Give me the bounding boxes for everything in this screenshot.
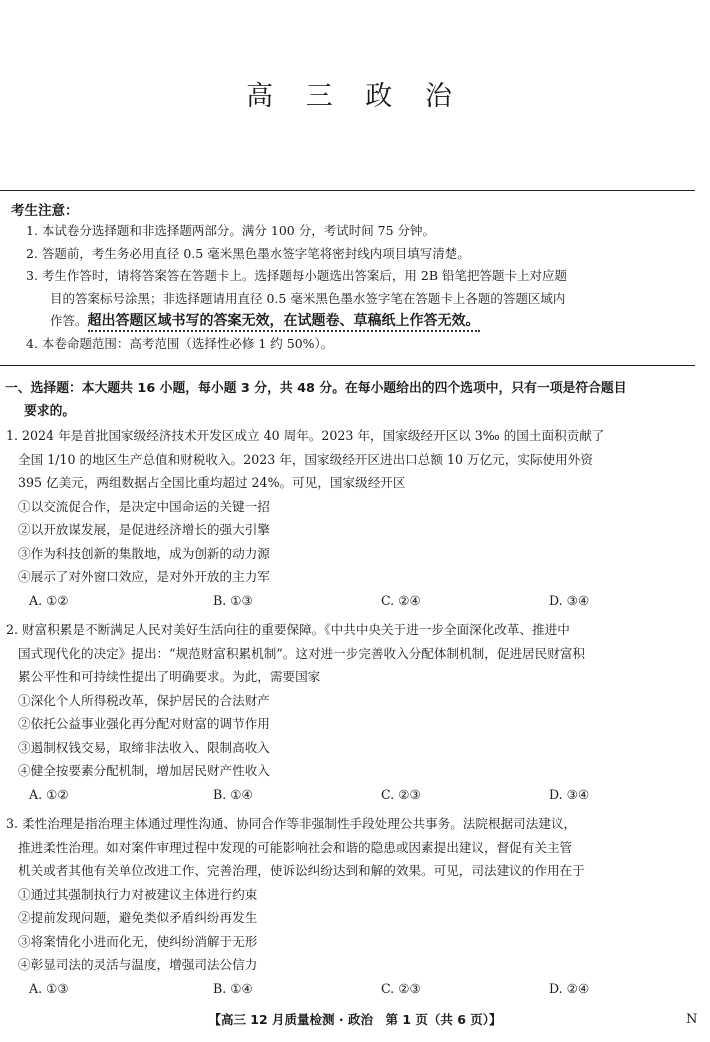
- question-1-choice-c: C. ②④: [381, 592, 421, 608]
- question-2-choice-a: A. ①②: [29, 786, 69, 802]
- question-1: [6, 424, 698, 612]
- question-1-line-1: 1. 2024 年是首批国家级经济技术开发区成立 40 周年。2023 年，国家级经开区以 3‰ 的国土面积贡献了: [6, 428, 605, 443]
- question-1-line-2: 全国 1/10 的地区生产总值和财税收入。2023 年，国家级经开区进出口总额 10 万亿元，实际使用外资: [18, 451, 593, 467]
- notice-item-2: 2. 答题前，考生务必用直径 0.5 毫米黑色墨水签字笔将密封线内项目填写清楚。: [26, 245, 470, 261]
- notice-block: [26, 220, 698, 355]
- page-footer: 【高三 12 月质量检测 · 政治 第 1 页（共 6 页）】: [208, 1012, 502, 1027]
- question-2-choice-c: C. ②③: [381, 786, 421, 802]
- question-2-choice-b: B. ①④: [213, 786, 253, 802]
- section-line-1: 一、选择题：本大题共 16 小题，每小题 3 分，共 48 分。在每小题给出的四个选项中，只有一项是符合题目: [5, 381, 627, 396]
- question-2-line-1: 2. 财富积累是不断满足人民对美好生活向往的重要保障。《中共中央关于进一步全面深化改革、推进中: [6, 622, 570, 637]
- corner-mark: N: [686, 1012, 698, 1027]
- question-1-statement-4: ④展示了对外窗口效应，是对外开放的主力军: [18, 569, 270, 584]
- notice-item-3-line-3: [26, 310, 698, 333]
- question-3-statement-1: ①通过其强制执行力对被建议主体进行约束: [18, 886, 258, 902]
- notice-emphasis: 超出答题区域书写的答案无效，在试题卷、草稿纸上作答无效。: [88, 313, 480, 332]
- question-1-choice-a: A. ①②: [29, 592, 69, 608]
- question-2-statement-1: ①深化个人所得税改革，保护居民的合法财产: [18, 692, 270, 708]
- question-2: [6, 618, 698, 806]
- top-divider: [0, 190, 695, 191]
- question-1-choices: [6, 589, 698, 613]
- question-3-line-2: 推进柔性治理。如对案件审理过程中发现的可能影响社会和谐的隐患或因素提出建议，督促有关主管: [18, 839, 573, 855]
- question-2-statement-2: ②依托公益事业强化再分配对财富的调节作用: [18, 716, 270, 731]
- question-3: [6, 812, 698, 1000]
- section-heading: [5, 378, 700, 423]
- notice-item-3-prefix: 作答。: [50, 313, 88, 328]
- question-3-statement-4: ④彰显司法的灵活与温度，增强司法公信力: [18, 957, 258, 972]
- question-3-statement-3: ③将案情化小进而化无，使纠纷消解于无形: [18, 933, 258, 949]
- notice-item-3-line-2: 目的答案标号涂黑；非选择题请用直径 0.5 毫米黑色墨水签字笔在答题卡上各题的答题区域内: [50, 290, 566, 306]
- page-title: 高 三 政 治: [246, 81, 464, 112]
- question-3-line-1: 3. 柔性治理是指治理主体通过理性沟通、协同合作等非强制性手段处理公共事务。法院根据司法建议，: [6, 816, 577, 831]
- question-1-statement-2: ②以开放谋发展，是促进经济增长的强大引擎: [18, 522, 270, 537]
- question-2-statement-4: ④健全按要素分配机制，增加居民财产性收入: [18, 763, 270, 778]
- question-3-choices: [6, 977, 698, 1001]
- question-3-line-3: 机关或者其他有关单位改进工作、完善治理，使诉讼纠纷达到和解的效果。可见，司法建议的作用在于: [18, 863, 585, 878]
- question-1-statement-1: ①以交流促合作，是决定中国命运的关键一招: [18, 498, 270, 514]
- question-1-choice-b: B. ①③: [213, 592, 253, 608]
- notice-item-4: 4. 本卷命题范围：高考范围（选择性必修 1 约 50%）。: [26, 335, 334, 351]
- question-1-line-3: 395 亿美元，两组数据占全国比重均超过 24%。可见，国家级经开区: [18, 475, 406, 490]
- question-2-choices: [6, 783, 698, 807]
- bottom-divider: [0, 365, 695, 366]
- question-2-line-3: 累公平性和可持续性提出了明确要求。为此，需要国家: [18, 669, 321, 684]
- notice-heading: 考生注意：: [11, 203, 79, 219]
- question-2-statement-3: ③遏制权钱交易，取缔非法收入、限制高收入: [18, 739, 270, 755]
- question-3-choice-a: A. ①③: [29, 980, 69, 996]
- question-3-choice-d: D. ②④: [549, 980, 590, 996]
- question-3-statement-2: ②提前发现问题，避免类似矛盾纠纷再发生: [18, 910, 258, 925]
- question-1-statement-3: ③作为科技创新的集散地，成为创新的动力源: [18, 545, 270, 561]
- question-1-choice-d: D. ③④: [549, 592, 590, 608]
- question-2-line-2: 国式现代化的决定》提出：“规范财富积累机制”。这对进一步完善收入分配体制机制，促进居民财富积: [18, 645, 586, 661]
- notice-item-3-line-1: 3. 考生作答时，请将答案答在答题卡上。选择题每小题选出答案后，用 2B 铅笔把答题卡上对应题: [26, 268, 567, 283]
- section-line-2: 要求的。: [24, 403, 76, 419]
- question-3-choice-b: B. ①④: [213, 980, 253, 996]
- question-3-choice-c: C. ②③: [381, 980, 421, 996]
- notice-item-1: 1. 本试卷分选择题和非选择题两部分。满分 100 分，考试时间 75 分钟。: [26, 223, 436, 238]
- question-2-choice-d: D. ③④: [549, 786, 590, 802]
